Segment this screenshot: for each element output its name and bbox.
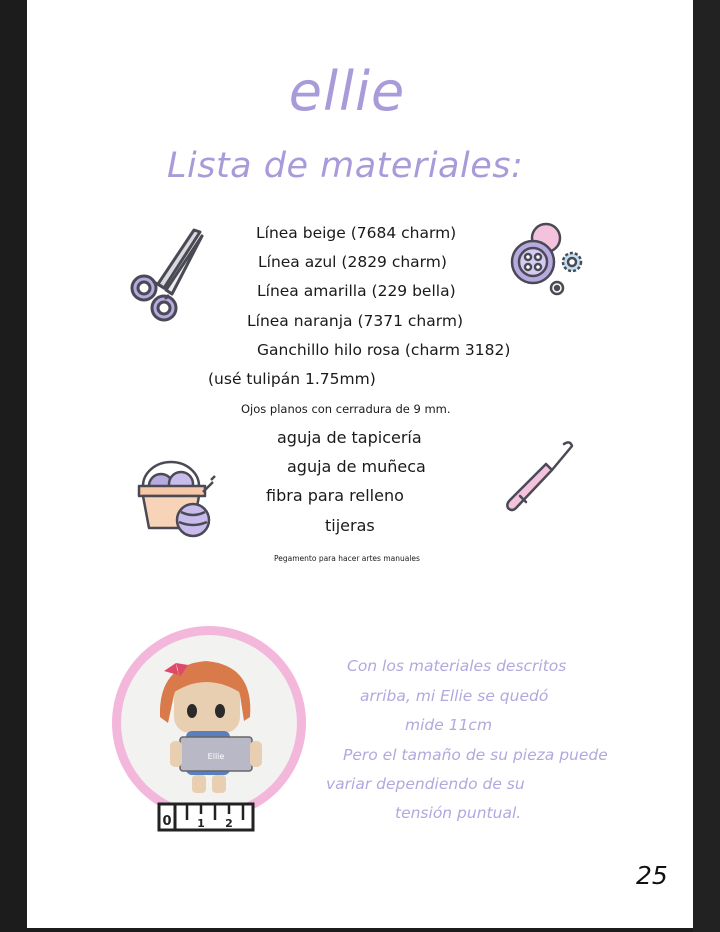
- buttons-icon: [506, 220, 592, 300]
- doll-sign-label: Ellie: [207, 752, 225, 761]
- yarn-basket-icon: [133, 456, 219, 542]
- note-line: mide 11cm: [405, 716, 493, 734]
- crochet-hook-icon: [490, 436, 580, 526]
- page-number: 25: [636, 861, 668, 890]
- document-page: [27, 0, 693, 928]
- material-item: Línea amarilla (229 bella): [257, 282, 456, 300]
- scissors-icon: [124, 228, 210, 324]
- page-title: ellie: [288, 60, 406, 123]
- tape-measure-icon: [157, 798, 257, 834]
- material-item: (usé tulipán 1.75mm): [208, 370, 376, 388]
- note-line: arriba, mi Ellie se quedó: [360, 687, 549, 705]
- material-item: tijeras: [325, 516, 375, 535]
- material-item: aguja de muñeca: [287, 457, 426, 476]
- material-item: Línea azul (2829 charm): [258, 253, 447, 271]
- material-item: Ojos planos con cerradura de 9 mm.: [241, 402, 451, 416]
- note-line: variar dependiendo de su: [326, 775, 525, 793]
- ruler-label: 0: [162, 814, 172, 829]
- material-item: fibra para relleno: [266, 486, 404, 505]
- material-item: aguja de tapicería: [277, 428, 422, 447]
- material-item: Ganchillo hilo rosa (charm 3182): [257, 341, 511, 359]
- note-line: Con los materiales descritos: [347, 657, 567, 675]
- viewer-edge: [693, 0, 720, 932]
- material-item: Línea naranja (7371 charm): [247, 312, 463, 330]
- ruler-label: 2: [225, 817, 233, 830]
- note-line: Pero el tamaño de su pieza puede: [343, 746, 608, 764]
- page-subtitle: Lista de materiales:: [167, 146, 524, 186]
- material-item: Línea beige (7684 charm): [256, 224, 457, 242]
- ruler-label: 1: [197, 817, 205, 830]
- note-line: tensión puntual.: [395, 804, 522, 822]
- doll-photo: [108, 625, 310, 825]
- material-item: Pegamento para hacer artes manuales: [274, 554, 420, 563]
